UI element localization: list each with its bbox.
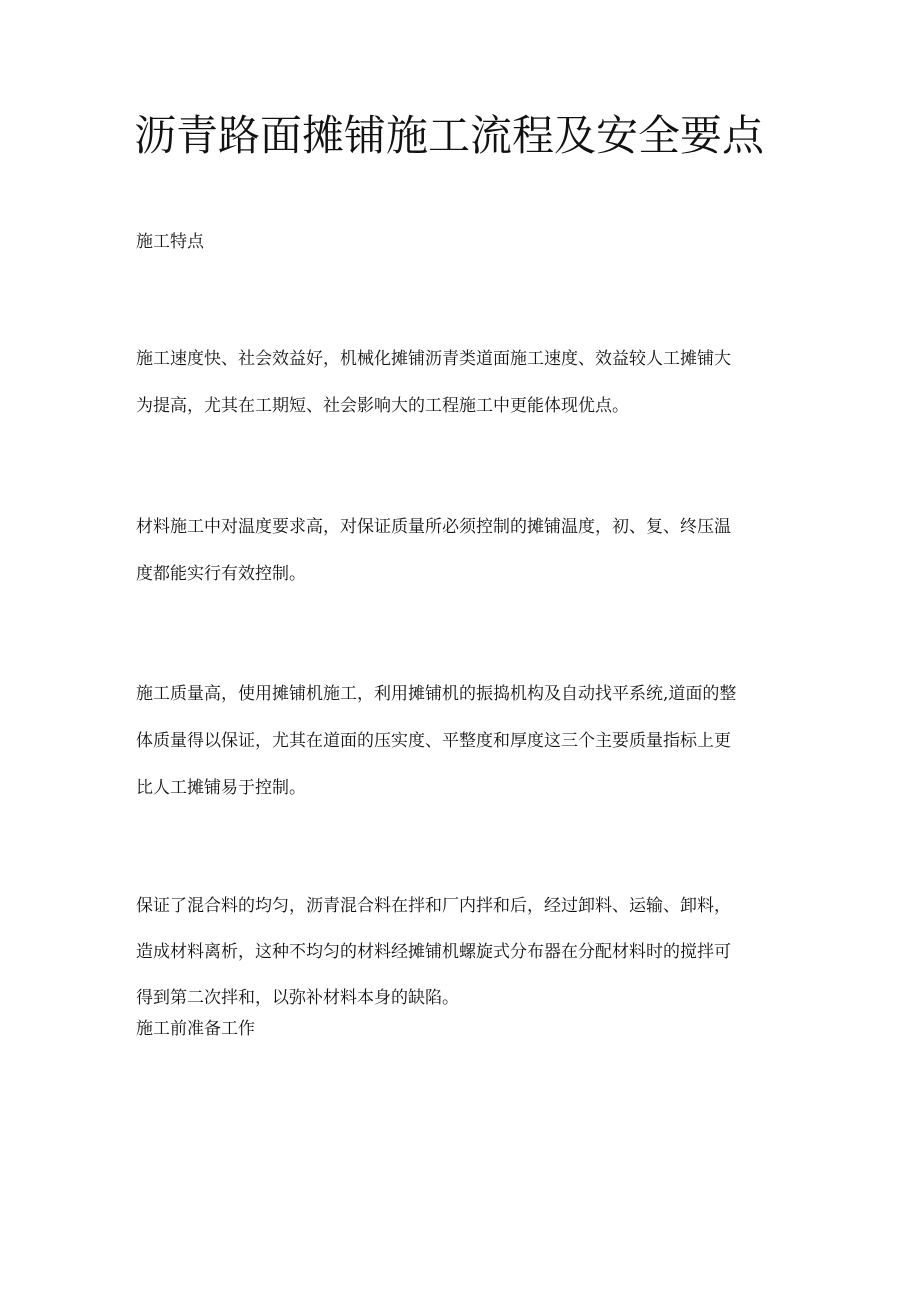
paragraph-line: 施工速度快、社会效益好，机械化摊铺沥青类道面施工速度、效益较人工摊铺大 — [136, 349, 731, 369]
paragraph-construction-quality — [136, 682, 788, 800]
paragraph-line: 施工质量高，使用摊铺机施工，利用摊铺机的振捣机构及自动找平系统,道面的整 — [136, 684, 737, 704]
paragraph-line: 材料施工中对温度要求高，对保证质量所必须控制的摊铺温度，初、复、终压温 — [136, 517, 731, 537]
paragraph-line: 造成材料离析，这种不均匀的材料经摊铺机螺旋式分布器在分配材料时的搅拌可 — [136, 942, 731, 962]
paragraph-line: 得到第二次拌和，以弥补材料本身的缺陷。 — [136, 988, 459, 1008]
paragraph-line: 保证了混合料的均匀，沥青混合料在拌和厂内拌和后，经过卸料、运输、卸料， — [136, 896, 731, 916]
paragraph-line: 体质量得以保证，尤其在道面的压实度、平整度和厚度这三个主要质量指标上更 — [136, 731, 731, 751]
section-heading-preparation-work: 施工前准备工作 — [136, 1019, 255, 1039]
document-title: 沥青路面摊铺施工流程及安全要点 — [134, 111, 765, 160]
paragraph-line: 为提高，尤其在工期短、社会影响大的工程施工中更能体现优点。 — [136, 396, 629, 416]
paragraph-speed-benefit — [136, 347, 788, 418]
section-heading-construction-features: 施工特点 — [136, 232, 204, 252]
paragraph-line: 度都能实行有效控制。 — [136, 564, 306, 584]
paragraph-temperature-control — [136, 515, 788, 586]
paragraph-line: 比人工摊铺易于控制。 — [136, 778, 306, 798]
paragraph-mixture-uniformity — [136, 894, 788, 1010]
